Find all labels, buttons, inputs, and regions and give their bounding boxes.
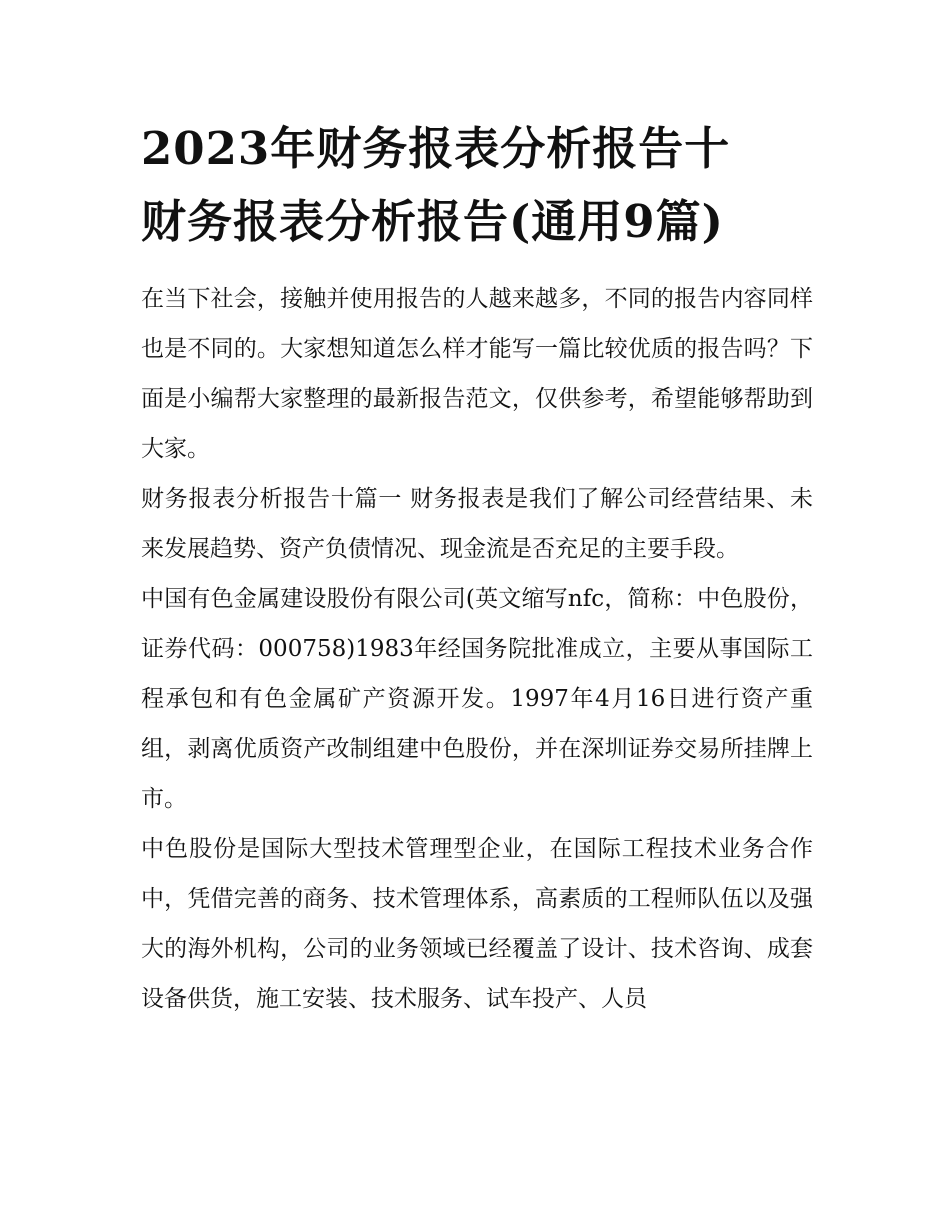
paragraph-report-one: 财务报表分析报告十篇一 财务报表是我们了解公司经营结果、未来发展趋势、资产负债情况、现金流是否充足的主要手段。: [141, 486, 813, 562]
document-page: [141, 112, 813, 1024]
paragraph-intro: 在当下社会，接触并使用报告的人越来越多，不同的报告内容同样也是不同的。大家想知道怎么样才能写一篇比较优质的报告吗？下面是小编帮大家整理的最新报告范文，仅供参考，希望能够帮助到大家。: [141, 286, 813, 462]
paragraph-company-business: 中色股份是国际大型技术管理型企业，在国际工程技术业务合作中，凭借完善的商务、技术管理体系，高素质的工程师队伍以及强大的海外机构，公司的业务领域已经覆盖了设计、技术咨询、成套设备供货，施工安装、技术服务、试车投产、人员: [141, 836, 813, 1012]
title-line-1: 2023年财务报表分析报告十: [141, 122, 731, 175]
document-title: [141, 112, 813, 258]
paragraph-company-intro: 中国有色金属建设股份有限公司(英文缩写nfc，简称：中色股份，证券代码：000758)1983年经国务院批准成立，主要从事国际工程承包和有色金属矿产资源开发。1997年4月16日进行资产重组，剥离优质资产改制组建中色股份，并在深圳证券交易所挂牌上市。: [141, 586, 813, 812]
title-line-2: 财务报表分析报告(通用9篇): [141, 195, 724, 248]
